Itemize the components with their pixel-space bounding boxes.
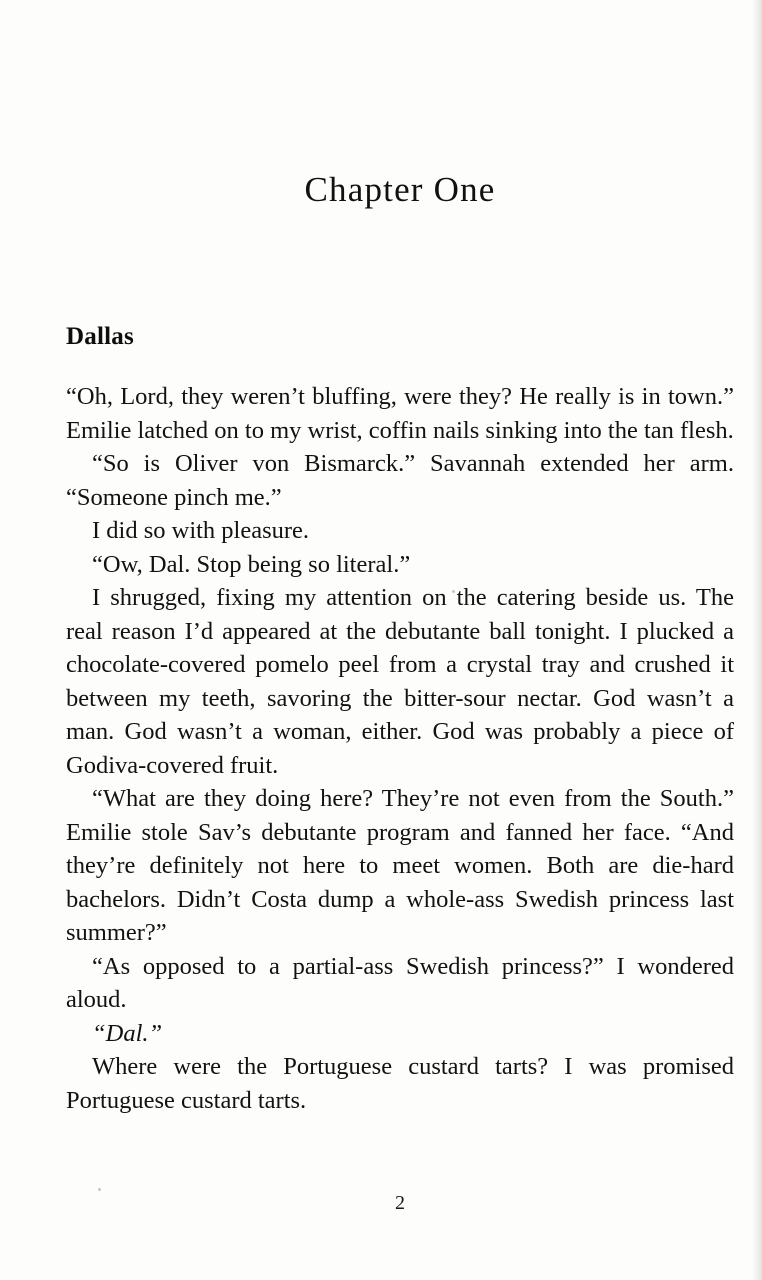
paragraph: “So is Oliver von Bismarck.” Savannah extended her arm. “Someone pinch me.”: [66, 450, 734, 511]
paragraph: “Ow, Dal. Stop being so literal.”: [92, 550, 411, 578]
paragraph-italic: “Dal.”: [92, 1019, 163, 1047]
paragraph: I did so with pleasure.: [92, 517, 310, 544]
paragraph: “Oh, Lord, they weren’t bluffing, were they? He really is in town.” Emilie latched on to my wrist, coffin nails sinking into the tan flesh.: [66, 383, 734, 444]
paragraph: I shrugged, fixing my attention on the catering beside us. The real reason I’d appeared at the debutante ball tonight. I plucked a chocolate-covered pomelo peel from a crystal tray and crushed it between my teeth, savoring the bitter-sour nectar. God wasn’t a man. God wasn’t a woman, either. God was probably a piece of Godiva-covered fruit.: [66, 584, 734, 779]
page-content: [66, 0, 734, 1280]
body-text: [66, 351, 734, 1117]
paragraph: “What are they doing here? They’re not even from the South.” Emilie stole Sav’s debutante program and fanned her face. “And they’re definitely not here to meet women. Both are die-hard bachelors. Didn’t Costa dump a whole-ass Swedish princess last summer?”: [66, 785, 734, 946]
pov-heading: Dallas: [66, 323, 134, 350]
chapter-title: Chapter One: [304, 170, 496, 209]
paragraph: Where were the Portuguese custard tarts? I was promised Portuguese custard tarts.: [66, 1053, 734, 1114]
page-scan-edge: [752, 0, 762, 1280]
page-number: 2: [395, 1192, 405, 1214]
paragraph: “As opposed to a partial-ass Swedish princess?” I wondered aloud.: [66, 952, 734, 1013]
